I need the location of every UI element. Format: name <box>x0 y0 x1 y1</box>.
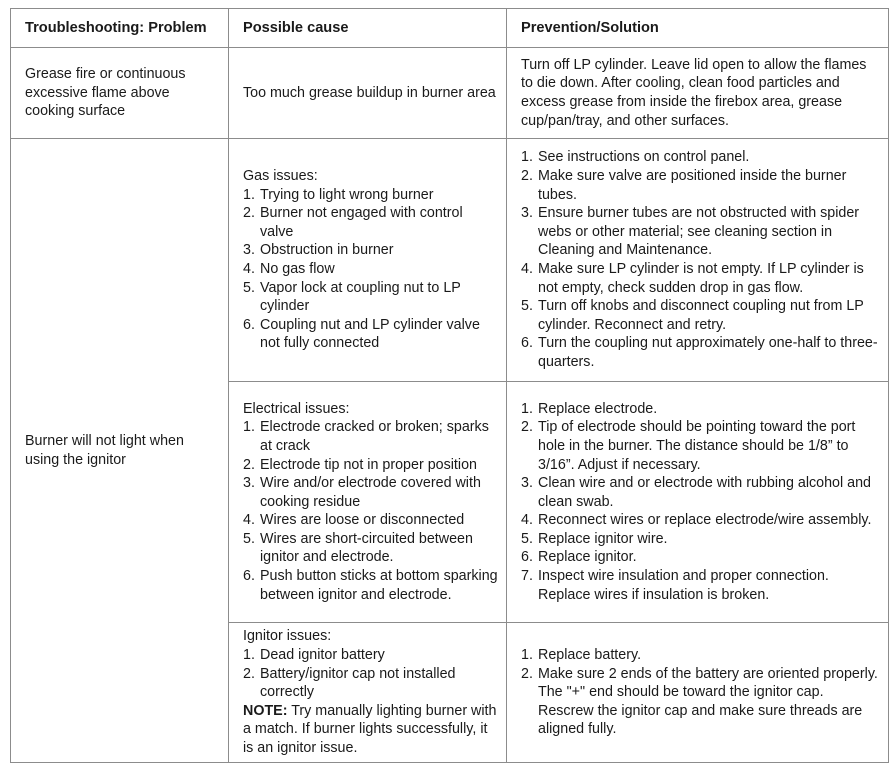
list-item: 3. Wire and/or electrode covered with cooking residue <box>243 475 481 510</box>
list-item: 1. Trying to light wrong burner <box>243 186 434 203</box>
list-item: 3. Obstruction in burner <box>243 242 394 259</box>
list-item: 2. Battery/ignitor cap not installed correctly <box>243 665 456 701</box>
cause-gas-issues <box>229 139 507 382</box>
header-problem: Troubleshooting: Problem <box>11 9 229 48</box>
note-text: Try manually lighting burner with a match. If burner lights successfully, it is an ignitor issue. <box>243 702 497 756</box>
list-item: 1. See instructions on control panel. <box>521 149 750 166</box>
solution-electrical-issues <box>507 382 889 623</box>
ignitor-solutions-list <box>521 646 882 739</box>
ignitor-note <box>243 703 496 756</box>
list-item: 4. Wires are loose or disconnected <box>243 512 465 529</box>
gas-causes-list <box>243 186 500 353</box>
list-item: 1. Replace battery. <box>521 647 642 664</box>
troubleshooting-table <box>10 8 889 763</box>
list-item: 5. Vapor lock at coupling nut to LP cylinder <box>243 279 461 315</box>
list-item: 6. Coupling nut and LP cylinder valve not fully connected <box>243 316 480 352</box>
solution-gas-issues <box>507 139 889 382</box>
list-item: 6. Push button sticks at bottom sparking between ignitor and electrode. <box>243 568 498 603</box>
list-item: 2. Make sure 2 ends of the battery are oriented properly. The "+" end should be toward the ignitor cap. Rescrew the ignitor cap and make sure threads are aligned fully. <box>521 665 878 738</box>
list-item: 2. Electrode tip not in proper position <box>243 456 477 473</box>
electrical-solutions-list <box>521 400 882 605</box>
list-item: 5. Turn off knobs and disconnect coupling nut from LP cylinder. Reconnect and retry. <box>521 298 864 333</box>
list-item: 2. Make sure valve are positioned inside the burner tubes. <box>521 168 847 203</box>
list-item: 5. Replace ignitor wire. <box>521 530 668 547</box>
list-item: 4. No gas flow <box>243 261 335 277</box>
list-item: 3. Clean wire and or electrode with rubbing alcohol and clean swab. <box>521 475 872 510</box>
cause-electrical-issues <box>229 382 507 623</box>
solution-grease-fire: Turn off LP cylinder. Leave lid open to allow the flames to die down. After cooling, clean food particles and excess grease from inside the firebox area, grease cup/pan/tray, and other surfaces. <box>507 48 889 139</box>
list-item: 1. Dead ignitor battery <box>243 647 385 664</box>
list-item: 5. Wires are short-circuited between ignitor and electrode. <box>243 530 473 566</box>
list-item: 4. Reconnect wires or replace electrode/wire assembly. <box>521 512 872 529</box>
ignitor-causes-list <box>243 646 500 702</box>
electrical-issues-title: Electrical issues: <box>243 400 350 417</box>
list-item: 6. Turn the coupling nut approximately one-half to three-quarters. <box>521 335 878 370</box>
ignitor-issues-title: Ignitor issues: <box>243 628 332 645</box>
problem-grease-fire: Grease fire or continuous excessive flame above cooking surface <box>11 48 229 139</box>
list-item: 3. Ensure burner tubes are not obstructed with spider webs or other material; see cleaning section in Cleaning and Maintenance. <box>521 205 860 259</box>
table-row-gas-issues <box>11 139 889 382</box>
table-row-grease-fire <box>11 48 889 139</box>
list-item: 1. Electrode cracked or broken; sparks at crack <box>243 419 489 454</box>
gas-solutions-list <box>521 148 882 371</box>
list-item: 6. Replace ignitor. <box>521 549 637 566</box>
electrical-causes-list <box>243 418 500 604</box>
note-label: NOTE: <box>243 702 288 719</box>
list-item: 2. Burner not engaged with control valve <box>243 205 463 240</box>
cause-ignitor-issues <box>229 623 507 763</box>
header-solution: Prevention/Solution <box>507 9 889 48</box>
header-cause: Possible cause <box>229 9 507 48</box>
list-item: 2. Tip of electrode should be pointing toward the port hole in the burner. The distance should be 1/8” to 3/16”. Adjust if necessary. <box>521 419 856 473</box>
cause-grease-buildup: Too much grease buildup in burner area <box>229 48 507 139</box>
list-item: 4. Make sure LP cylinder is not empty. If LP cylinder is not empty, check sudden drop in gas flow. <box>521 261 864 296</box>
problem-burner-not-light: Burner will not light when using the ignitor <box>11 139 229 763</box>
gas-issues-title: Gas issues: <box>243 168 318 185</box>
header-row <box>11 9 889 48</box>
solution-ignitor-issues <box>507 623 889 763</box>
list-item: 1. Replace electrode. <box>521 400 658 417</box>
list-item: 7. Inspect wire insulation and proper connection. Replace wires if insulation is broken. <box>521 568 829 603</box>
